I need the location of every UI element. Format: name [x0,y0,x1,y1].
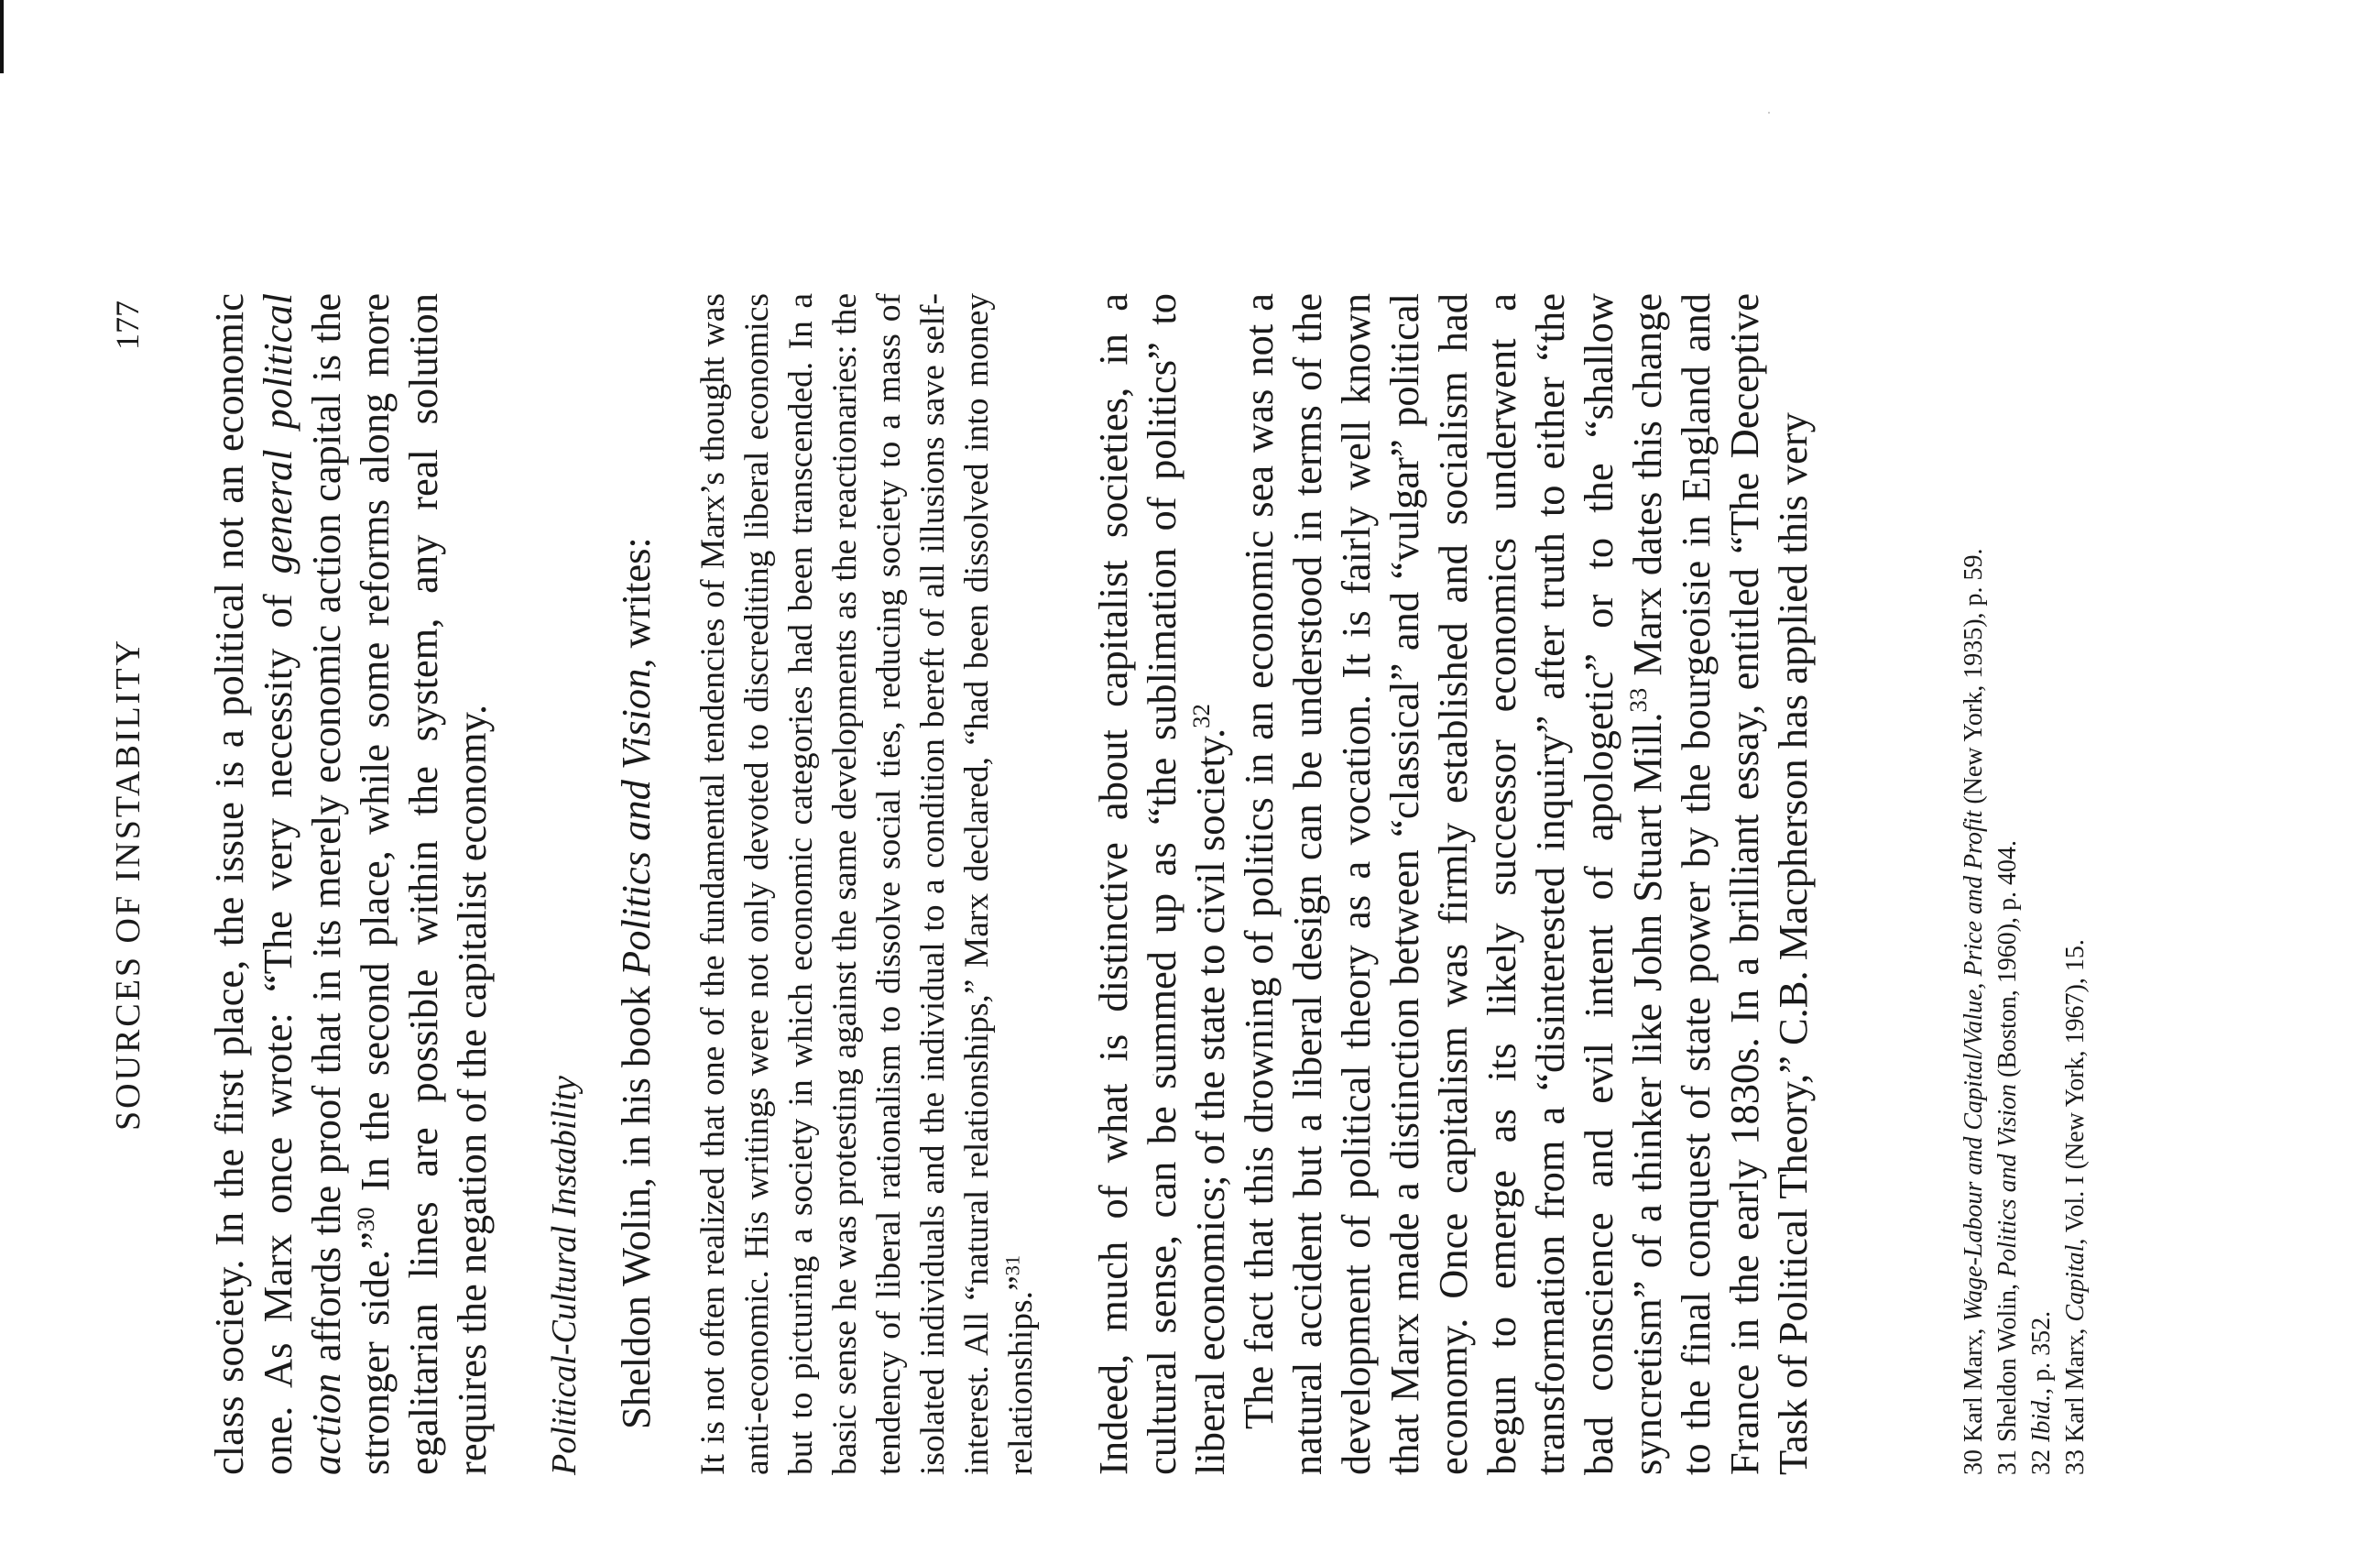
scan-edge-mark [0,0,4,73]
footnote-title: Capital [2061,1244,2090,1322]
paragraph-text: , writes: [613,537,659,669]
paragraph-text: class society. In the first place, the issue is a political not an economic one. As Marx once wrote: “The very necessity of [206,293,300,1475]
footnote [2058,293,2092,1475]
footnote-ref: 33 [1624,687,1653,713]
body-text [205,293,1818,1475]
paragraph [1235,293,1818,1475]
footnote-text: (Boston, 1960), p. 404. [1993,839,2022,1084]
paragraph-text: Sheldon Wolin, in his book [613,975,659,1429]
paragraph-text: Indeed, much of what is distinctive about capitalist societies, in a cultural sense, can be summed up as “the sublimation of politics” to liberal economics; of the state to civil society. [1090,293,1233,1475]
footnote-text: Karl Marx, [2061,1321,2090,1442]
footnote-text: , Vol. I (New York, 1967), 15. [2061,939,2090,1245]
footnote [1957,293,1991,1475]
page-number: 177 [109,301,146,350]
paragraph-continuation [205,293,497,1475]
emphasis-text: general political action [255,293,349,1475]
quote-intro [612,293,661,1475]
quote-text: It is not often realized that one of the fundamental tendencies of Marx’s thought was anti-economic. His writings were not only devoted to discrediting liberal economics but to picturing a society in which economic categories had been transcended. In a basic sense he was protesting against the same developments as the reactionaries: the tendency of liberal rationalism to dissolve social ties, reducing society to a mass of isolated individuals and the individual to a condition bereft of all illusions save self-interest. All “natural relationships,” Marx declared, “had been dissolved into money relationships.” [694,293,1040,1475]
section-heading: Political-Cultural Instability [545,1076,584,1475]
block-quote [692,293,1043,1475]
footnote-title: Wage-Labour and Capital/Value, Price and Profit [1960,810,1988,1322]
footnote [2025,293,2058,1475]
footnote-ref: 32 [1187,704,1216,728]
footnote-text: (New York, 1935), p. 59. [1960,548,1988,811]
footnote-title: Ibid. [2027,1394,2056,1442]
footnote-ref: 30 [352,1207,380,1232]
book-page [109,293,2090,1475]
footnote [1991,293,2025,1475]
footnote-title: Politics and Vision [1993,1083,2022,1277]
footnote-text: Sheldon Wolin, [1993,1276,2022,1442]
footnote-number: 32 [2027,1449,2056,1475]
footnotes [1957,293,2092,1475]
footnote-ref: 31 [1000,1254,1024,1276]
footnote-number: 33 [2061,1449,2090,1475]
running-head: SOURCES OF INSTABILITY [109,638,147,1131]
scan-speck [1768,112,1770,114]
paragraph [1089,293,1235,1475]
footnote-number: 30 [1960,1449,1988,1475]
footnote-number: 31 [1993,1449,2022,1475]
page-header [109,293,152,1475]
paragraph-text: affords the proof that in its merely economic action capital is the stronger side.” [303,293,398,1475]
footnote-text: Karl Marx, [1960,1321,1988,1442]
paragraph-text: The fact that this drowning of politics in an economic sea was not a natural accident but a liberal design can be understood in terms of the development of political theory as a vocation. It is fairly well known that Marx made a distinction between “classical” and “vulgar” political economy. Once capitalism was firmly established and socialism had begun to emerge as its likely successor economics underwent a transformation from a “disinterested inquiry” after truth to either “the bad conscience and evil intent of apologetic” or to the “shallow syncretism” of a thinker like John Stuart Mill. [1236,293,1670,1475]
paragraph-text: Marx dates this change to the final conquest of state power by the bourgeoisie in England and France in the early 1830s. In a brilliant essay, entitled “The Deceptive Task of Political Theory,” C.B. Macpherson has applied this very [1624,293,1816,1475]
footnote-text: , p. 352. [2027,1310,2056,1394]
paragraph-text: In the second place, while some reforms along more egalitarian lines are possible within the system, any real solution requires the negation of the capitalist economy. [352,293,495,1475]
book-title: Politics and Vision [613,668,659,976]
